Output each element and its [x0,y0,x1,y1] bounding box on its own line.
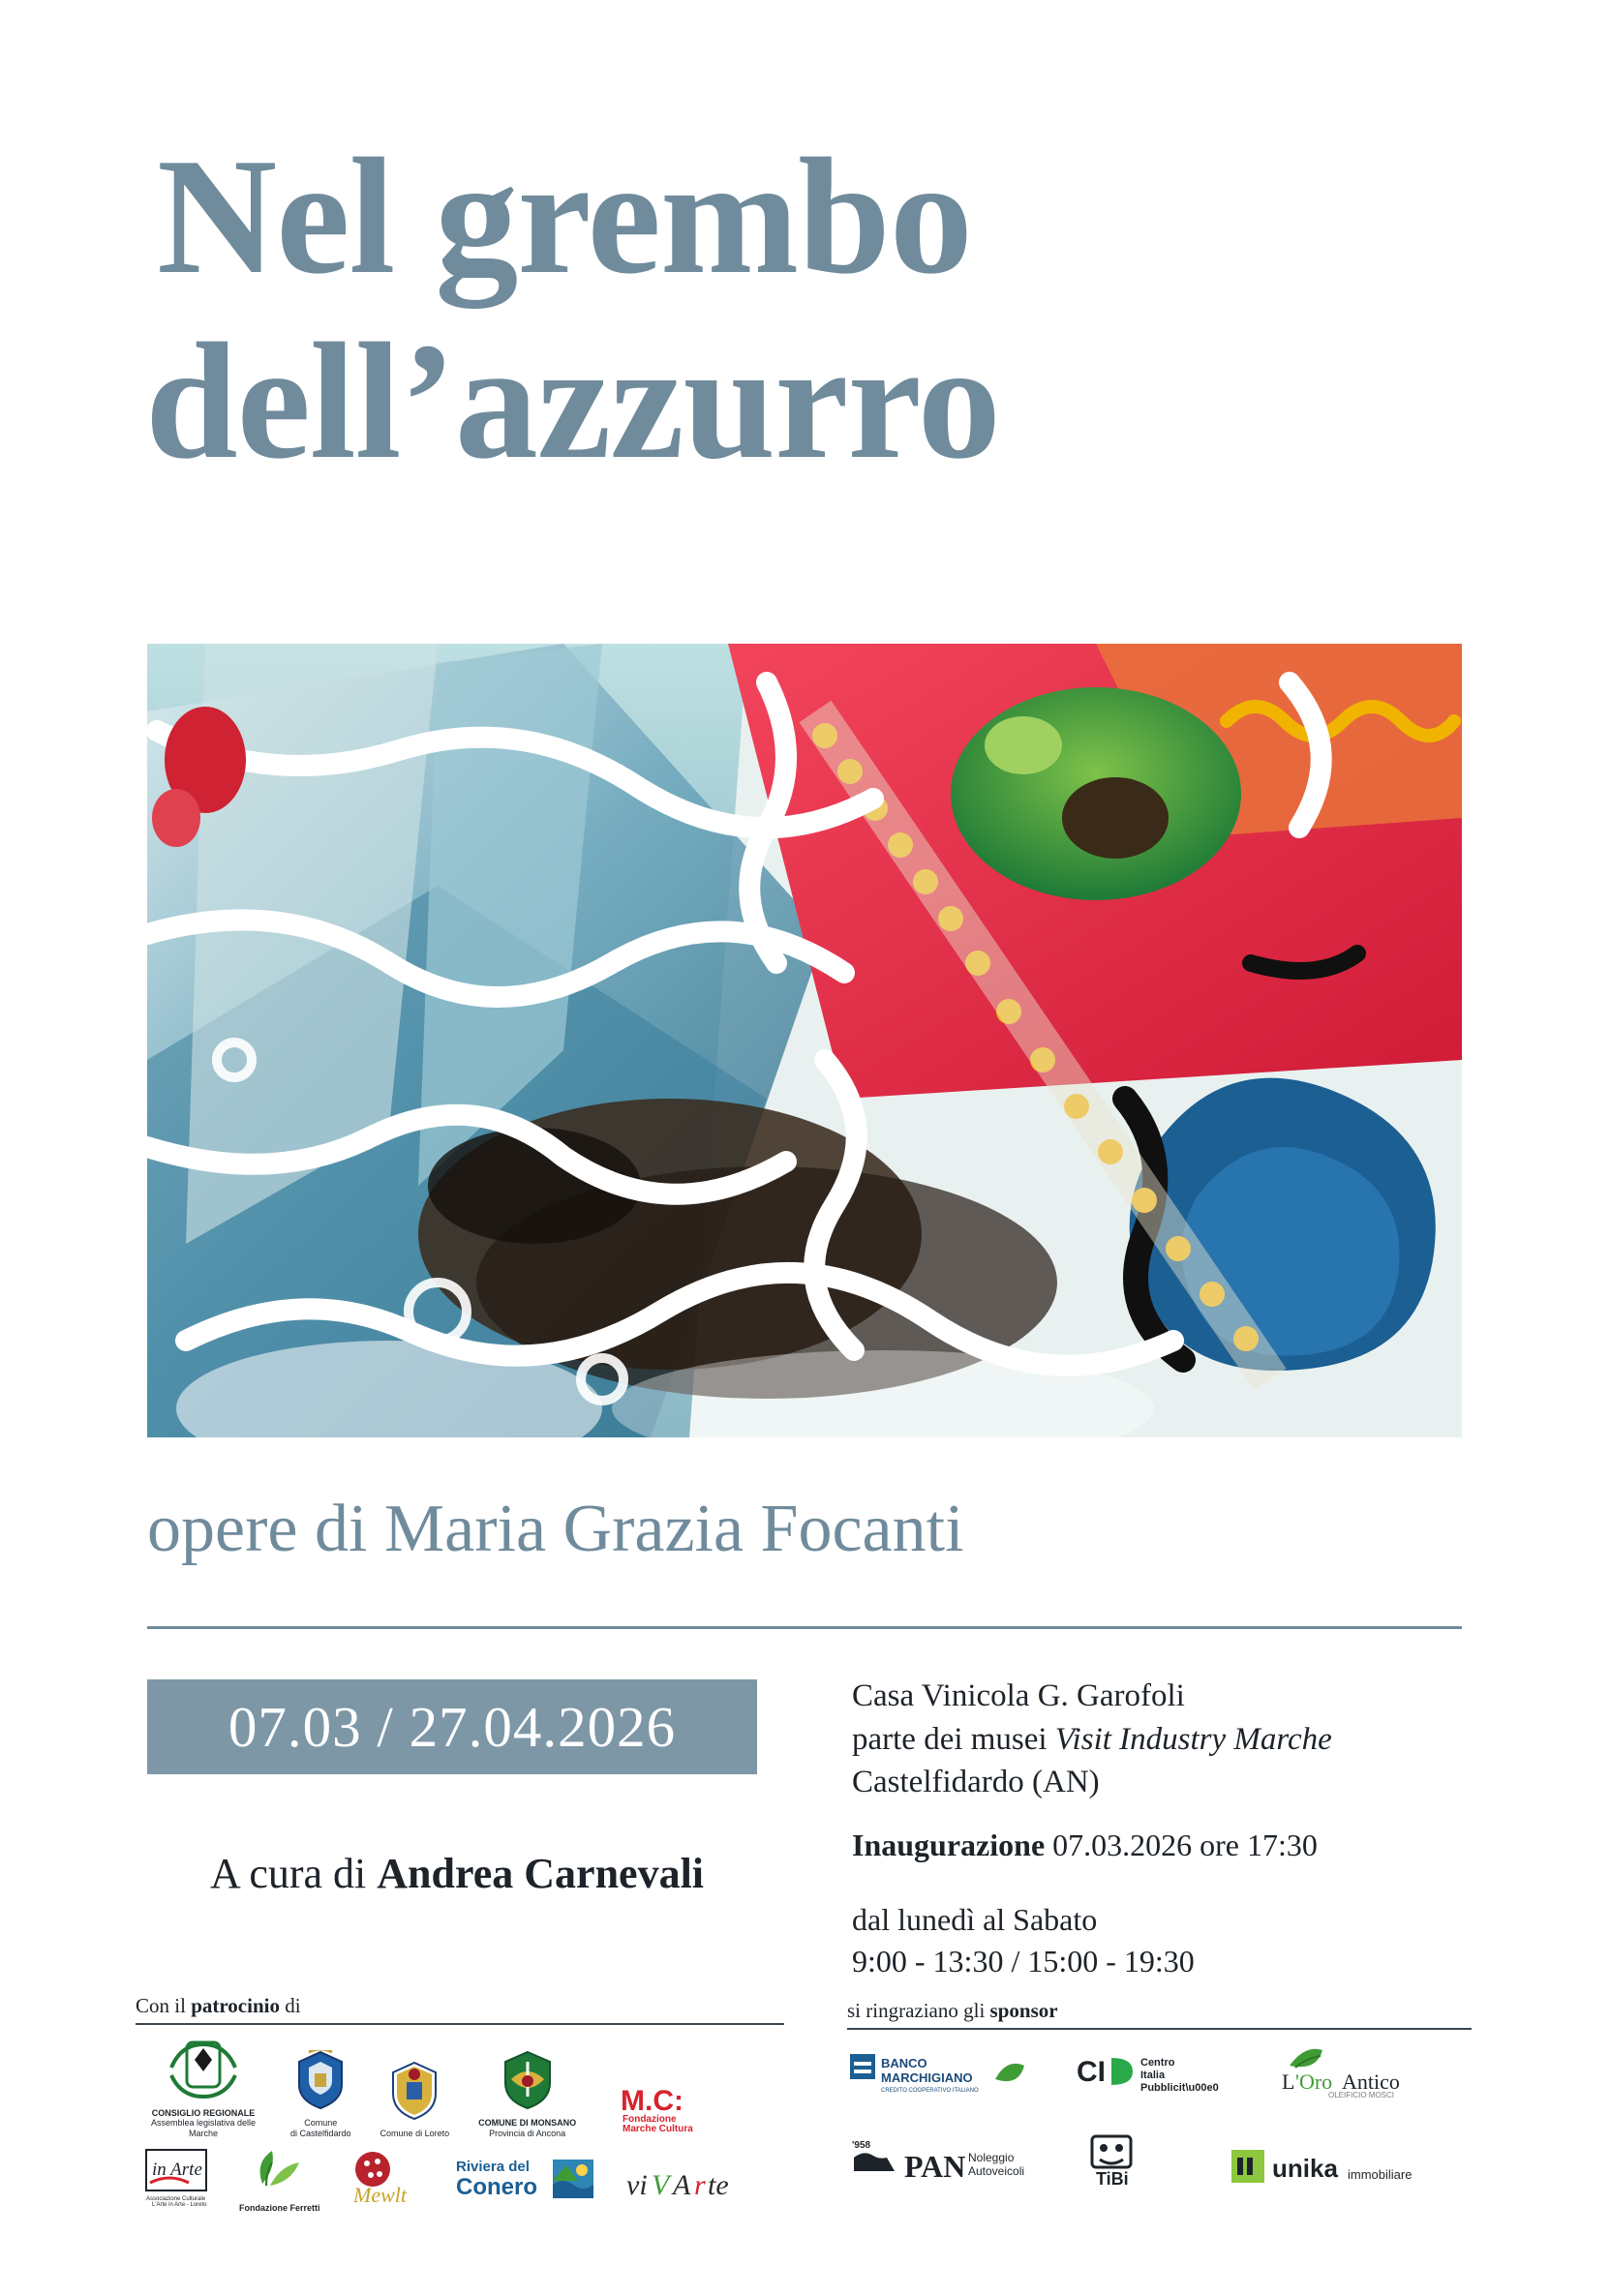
hours-line-1: dal lunedì al Sabato [852,1902,1098,1937]
svg-text:Conero: Conero [455,2174,537,2200]
sponsor-label [847,1999,1058,2023]
poster-title [145,125,1472,494]
logo-unika-immobiliare [1231,2146,1425,2189]
svg-text:r: r [693,2169,706,2201]
curator-prefix: A cura di [209,1850,378,1897]
in-arte-icon [140,2144,212,2213]
svg-text:vi: vi [625,2169,648,2201]
venue-line-1: Casa Vinicola G. Garofoli [852,1678,1185,1713]
svg-text:Noleggio: Noleggio [968,2151,1015,2164]
svg-text:OLEIFICIO MOSCI: OLEIFICIO MOSCI [1328,2091,1395,2099]
venue-line-2 [852,1718,1472,1762]
logo-comune-di-castelfidardo [290,2050,351,2138]
curator-line [147,1849,767,1898]
logo-riviera-del-conero [452,2152,597,2213]
patronage-bold: patrocinio [191,1994,280,2017]
sponsor-logos-row-1 [850,2044,1443,2099]
svg-text:Marche Cultura: Marche Cultura [623,2124,693,2134]
logo-vivarte [624,2160,739,2213]
svg-text:'Oro: 'Oro [1295,2069,1333,2094]
comune-di-monsano-icon [501,2050,554,2115]
title-line-1: Nel grembo [157,125,972,309]
svg-text:te: te [707,2169,729,2201]
svg-text:V: V [651,2169,669,2201]
svg-text:Fondazione: Fondazione [623,2114,677,2126]
svg-text:Associazione Culturale: Associazione Culturale [146,2196,206,2202]
fondazione-marche-cultura-icon [621,2081,735,2138]
subtitle: opere di Maria Grazia Focanti [147,1492,964,1566]
exhibition-dates-badge: 07.03 / 27.04.2026 [147,1679,757,1774]
svg-text:TiBi: TiBi [1096,2169,1129,2189]
opening-value: 07.03.2026 ore 17:30 [1045,1828,1318,1862]
logo-tibi [1090,2134,1175,2189]
logo-caption: Comune di Loreto [380,2128,450,2138]
consiglio-regionale-marche-icon [167,2040,239,2105]
logo-comune-di-loreto [380,2061,450,2138]
fondazione-ferretti-icon [245,2145,315,2200]
svg-text:Autoveicoli: Autoveicoli [968,2164,1025,2178]
sponsor-prefix: si ringraziano gli [847,1999,990,2022]
svg-text:MARCHIGIANO: MARCHIGIANO [881,2070,973,2085]
logo-centro-italia-pubblicita [1077,2048,1231,2099]
svg-text:Mewlt: Mewlt [352,2183,407,2207]
logo-in-arte [140,2144,212,2213]
title-line-2: dell’azzurro [145,309,1000,494]
logo-fondazione-ferretti [239,2145,320,2213]
riviera-del-conero-icon [452,2152,597,2213]
vivarte-icon [624,2160,739,2213]
svg-text:Riviera del: Riviera del [455,2159,530,2175]
logo-fondazione-marche-cultura [621,2081,735,2138]
sponsor-bold: sponsor [989,1999,1058,2022]
svg-text:'958: '958 [852,2140,871,2151]
patron-logos-row-1 [145,2040,735,2138]
svg-text:Pubblicit\u00e0: Pubblicit\u00e0 [1140,2082,1219,2094]
logo-banco-marchigiano [850,2050,1030,2099]
svg-text:L: L [1282,2069,1295,2094]
sponsor-logos-row-2 [850,2134,1425,2189]
svg-text:unika: unika [1272,2154,1338,2183]
opening-label: Inaugurazione [852,1828,1046,1862]
venue-museum-network: Visit Industry Marche [1054,1721,1332,1757]
comune-di-loreto-icon [389,2061,440,2126]
svg-text:CI: CI [1077,2056,1106,2088]
curator-name: Andrea Carnevali [377,1850,705,1897]
patron-logos-row-2 [140,2144,739,2213]
patronage-label [136,1994,301,2018]
svg-text:A: A [672,2169,690,2201]
logo-pan-noleggio-autoveicoli [850,2134,1034,2189]
logo-consiglio-regionale-marche [145,2040,261,2138]
logo-caption: COMUNE DI MONSANO Provincia di Ancona [478,2118,577,2138]
hours-line-2: 9:00 - 13:30 / 15:00 - 19:30 [852,1944,1195,1979]
patronage-rule [136,2023,784,2025]
svg-text:Antico: Antico [1342,2069,1400,2094]
svg-text:M.C:: M.C: [621,2085,684,2118]
svg-text:BANCO: BANCO [881,2056,927,2070]
svg-text:immobiliare: immobiliare [1348,2167,1413,2182]
svg-text:L'Arte in Arte - Loreto: L'Arte in Arte - Loreto [152,2202,207,2208]
venue-line-2-prefix: parte dei musei [852,1721,1055,1757]
svg-text:in Arte: in Arte [152,2160,202,2180]
logo-comune-di-monsano [478,2050,576,2138]
logo-caption: Fondazione Ferretti [239,2202,320,2213]
comune-di-castelfidardo-icon [295,2050,346,2115]
patronage-prefix: Con il [136,1994,192,2017]
mewlt-icon [348,2148,425,2213]
artwork-image [147,644,1462,1437]
logo-caption: CONSIGLIO REGIONALE Assemblea legislativa delle Marche [150,2108,257,2138]
venue-line-3: Castelfidardo (AN) [852,1765,1100,1800]
opening-line [852,1828,1510,1863]
svg-text:PAN: PAN [904,2149,966,2184]
sponsor-rule [847,2028,1472,2030]
patronage-suffix: di [279,1994,301,2017]
logo-caption: Comune di Castelfidardo [290,2118,351,2138]
svg-text:Centro: Centro [1140,2057,1175,2069]
svg-text:Italia: Italia [1140,2069,1166,2081]
logo-mewlt [348,2148,425,2213]
svg-text:CREDITO COOPERATIVO ITALIANO: CREDITO COOPERATIVO ITALIANO [881,2088,979,2094]
opening-hours [852,1899,1472,1982]
venue-block [852,1675,1472,1804]
logo-oro-antico-oleificio-mosci [1278,2044,1443,2099]
divider-rule [147,1626,1462,1629]
